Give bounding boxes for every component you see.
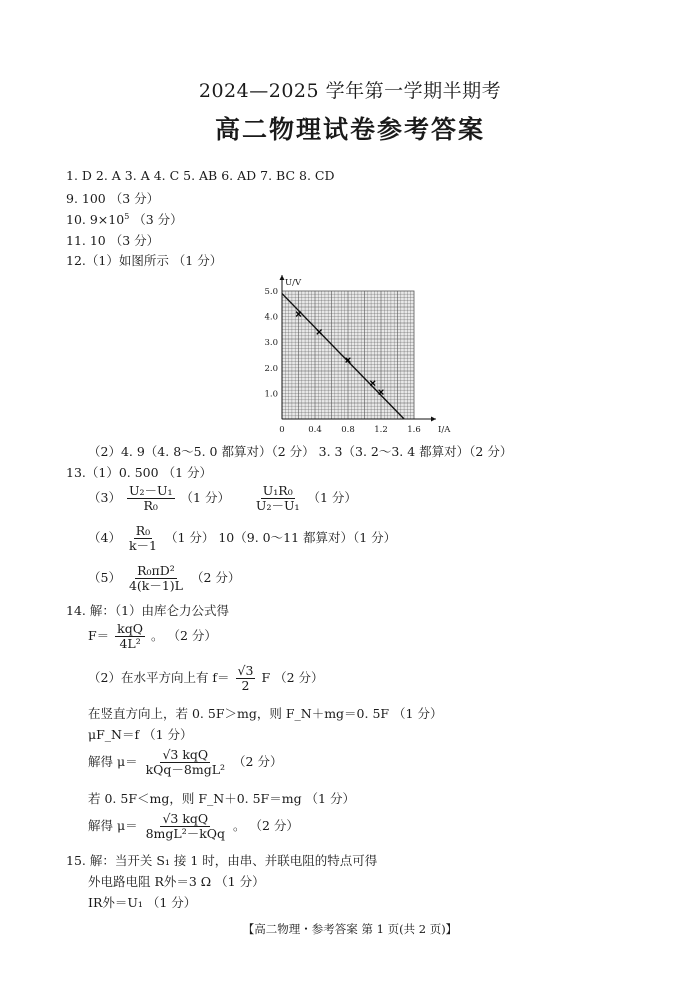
fraction-denominator: 8mgL²－kQq (145, 826, 226, 841)
fraction-numerator: R₀πD² (137, 563, 175, 578)
y-tick-label: 5.0 (264, 287, 278, 297)
fraction-denominator: 2 (241, 678, 250, 693)
mc-answers: 1. D 2. A 3. A 4. C 5. AB 6. AD 7. BC 8. CD (66, 168, 335, 183)
x-tick-label: 0 (279, 425, 285, 435)
fraction-numerator: √3 kqQ (162, 747, 209, 762)
x-tick-label: 1.2 (374, 425, 388, 435)
x-axis-label: I/A (438, 425, 451, 435)
page-title: 高二物理试卷参考答案 (214, 115, 485, 144)
q14-f-lhs: F＝ (88, 628, 110, 643)
answer-q14-2 (88, 664, 324, 693)
answer-q12-2: （2）4. 9（4. 8～5. 0 都算对）（2 分） 3. 3（3. 2～3. 4 都算对）（2 分） (88, 444, 513, 459)
q14-5-lhs: 解得 μ＝ (88, 754, 138, 769)
answer-q14-4: μF_N＝f （1 分） (88, 727, 193, 742)
q13-4-rest: （1 分） 10（9. 0～11 都算对）（1 分） (164, 530, 397, 545)
fraction-numerator: R₀ (135, 523, 151, 538)
answer-q14-7 (88, 812, 299, 841)
answer-q15-2: IR外＝U₁ （1 分） (88, 895, 197, 910)
q13-3-score-2: （1 分） (307, 490, 357, 505)
q14-7-score: 。 （2 分） (233, 818, 299, 833)
fraction-numerator: U₁R₀ (262, 483, 293, 498)
q14-f-fraction (115, 622, 145, 651)
q14-2-fraction (236, 664, 256, 693)
answer-q14-head: 14. 解：（1）由库仑力公式得 (66, 603, 230, 618)
answer-q11: 11. 10 （3 分） (66, 233, 160, 248)
q13-3-label: （3） (88, 490, 121, 505)
q13-3-fraction-1 (127, 484, 175, 513)
answer-q13-5 (88, 564, 240, 593)
q13-5-score: （2 分） (190, 570, 241, 585)
q10-exponent: 5 (124, 211, 130, 221)
q14-5-fraction (144, 748, 227, 777)
fraction-numerator: kqQ (117, 621, 143, 636)
answer-q14-f (88, 622, 217, 651)
answer-q10 (66, 210, 183, 228)
q14-2-score: F （2 分） (261, 670, 324, 685)
fraction-denominator: k－1 (128, 538, 157, 553)
x-tick-label: 0.4 (308, 425, 322, 435)
q13-4-label: （4） (88, 530, 121, 545)
q14-7-lhs: 解得 μ＝ (88, 818, 138, 833)
q13-4-fraction (127, 524, 159, 553)
answer-q15-1: 外电路电阻 R外＝3 Ω （1 分） (88, 874, 265, 889)
q14-5-score: （2 分） (233, 754, 283, 769)
fraction-numerator: √3 (237, 663, 254, 678)
y-tick-label: 3.0 (264, 338, 278, 349)
fraction-denominator: R₀ (143, 498, 158, 513)
fraction-numerator: U₂－U₁ (128, 483, 173, 498)
chart-grid (282, 291, 414, 419)
answer-q13-4 (88, 524, 396, 553)
x-tick-label: 0.8 (341, 425, 355, 435)
q13-5-label: （5） (88, 570, 121, 585)
q14-2-lhs: （2）在水平方向上有 f＝ (88, 670, 230, 685)
fraction-numerator: √3 kqQ (162, 811, 209, 826)
y-axis-arrow (280, 275, 285, 280)
x-axis-arrow (431, 417, 436, 422)
answer-q12-1: 12.（1）如图所示 （1 分） (66, 253, 223, 268)
q13-5-fraction (127, 564, 185, 593)
answer-q15-head: 15. 解：当开关 S₁ 接 1 时，由串、并联电阻的特点可得 (66, 853, 378, 868)
y-axis-label: U/V (285, 278, 302, 288)
q14-f-score: 。 （2 分） (150, 628, 217, 643)
fraction-denominator: 4(k－1)L (128, 578, 183, 593)
page-footer: 【高二物理・参考答案 第 1 页(共 2 页)】 (242, 922, 458, 936)
answer-q14-5 (88, 748, 282, 777)
q13-3-score-1: （1 分） (180, 490, 230, 505)
answer-q13-3 (88, 484, 357, 513)
x-tick-label: 1.6 (407, 425, 421, 435)
answer-q14-6: 若 0. 5F＜mg，则 F_N＋0. 5F＝mg （1 分） (88, 791, 355, 806)
q14-7-fraction (144, 812, 227, 841)
q13-3-fraction-2 (254, 484, 302, 513)
y-tick-label: 1.0 (264, 389, 278, 400)
y-tick-label: 2.0 (264, 363, 278, 374)
fraction-denominator: U₂－U₁ (255, 498, 300, 513)
answer-q14-3: 在竖直方向上，若 0. 5F＞mg，则 F_N＋mg＝0. 5F （1 分） (88, 706, 443, 721)
q10-base: 10. 9×10 (66, 212, 125, 227)
exam-header: 2024—2025 学年第一学期半期考 (198, 80, 502, 102)
fraction-denominator: 4L² (119, 636, 141, 651)
answer-q9: 9. 100 （3 分） (66, 191, 160, 206)
answer-q13-1: 13.（1）0. 500 （1 分） (66, 465, 212, 480)
y-tick-label: 4.0 (264, 312, 278, 323)
fraction-denominator: kQq－8mgL² (145, 762, 226, 777)
q10-score: （3 分） (129, 212, 183, 227)
ui-chart (258, 266, 458, 444)
